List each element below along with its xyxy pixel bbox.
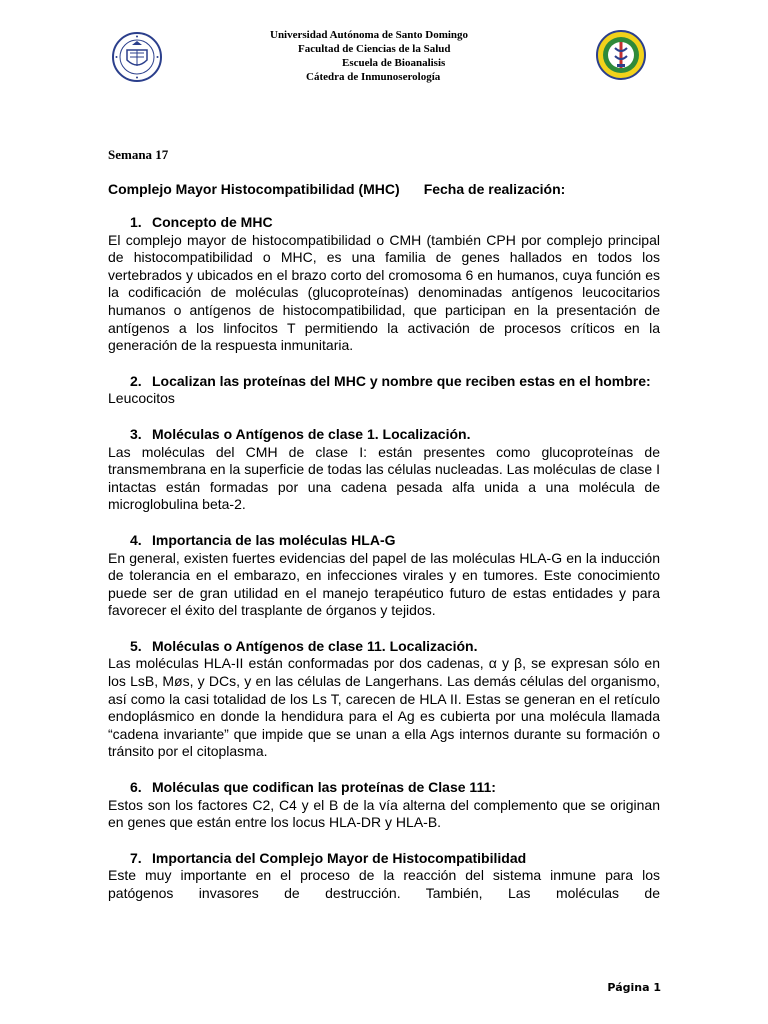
- section-heading: 3. Moléculas o Antígenos de clase 1. Localización.: [130, 425, 471, 442]
- section-5: [108, 638, 660, 761]
- section-2: [108, 373, 660, 408]
- document-content: [108, 214, 660, 921]
- section-heading: 6. Moléculas que codifican las proteínas de Clase 111:: [130, 779, 496, 796]
- header-faculty: Facultad de Ciencias de la Salud: [298, 43, 451, 55]
- page-number: Página 1: [607, 981, 661, 994]
- week-label: Semana 17: [108, 147, 169, 162]
- section-body: El complejo mayor de histocompatibilidad o CMH (también CPH por complejo principal de histocompatibilidad o MHC, es una familia de genes hallados en todos los vertebrados y ubicados en el brazo corto del cromosoma 6 en humanos, cuya función es la codificación de moléculas (glucoproteínas) denominadas antígenos leucocitarios humanos o antígenos de histocompatibilidad, que participan en la presentación de antígenos a los linfocitos T permitiendo la activación de procesos críticos en la generación de la respuesta inmunitaria.: [108, 231, 660, 354]
- header-university: Universidad Autónoma de Santo Domingo: [270, 29, 469, 41]
- document-title: Complejo Mayor Histocompatibilidad (MHC): [108, 181, 400, 197]
- document-title-row: [108, 181, 565, 197]
- header-school: Escuela de Bioanalisis: [342, 57, 446, 69]
- section-body: Este muy importante en el proceso de la reacción del sistema inmune para los patógenos invasores de destrucción. También, Las moléculas de: [108, 867, 660, 901]
- section-heading: 4. Importancia de las moléculas HLA-G: [130, 531, 396, 548]
- section-body: Las moléculas HLA-II están conformadas por dos cadenas, α y β, se expresan sólo en los LsB, Møs, y DCs, y en las células de Langerhans. Las demás células del organismo, así como la casi totalidad de los Ls T, carecen de HLA II. Estas se generan en el retículo endoplásmico en donde la hendidura para el Ag es cubierta por una molécula llamada “cadena invariante” que impide que se unan a ella Ags internos durante su formación o tránsito por el citoplasma.: [108, 655, 660, 760]
- section-heading: 7. Importancia del Complejo Mayor de Histocompatibilidad: [130, 849, 527, 866]
- university-seal-logo: [112, 32, 162, 82]
- section-heading: 2. Localizan las proteínas del MHC y nombre que reciben estas en el hombre:: [130, 372, 651, 389]
- school-emblem-logo: [596, 30, 646, 80]
- section-heading: 5. Moléculas o Antígenos de clase 11. Localización.: [130, 637, 478, 654]
- section-6: [108, 779, 660, 832]
- section-body: En general, existen fuertes evidencias del papel de las moléculas HLA-G en la inducción de tolerancia en el embarazo, en infecciones virales y en tumores. Este conocimiento puede ser de gran utilidad en el manejo terapéutico futuro de estas entidades y para favorecer el éxito del trasplante de órganos y tejidos.: [108, 549, 660, 619]
- section-body: Las moléculas del CMH de clase I: están presentes como glucoproteínas de transmembrana en la superficie de todas las células nucleadas. Las moléculas de clase I intactas están formadas por una cadena pesada alfa unida a una molécula de microglobulina beta-2.: [108, 443, 660, 513]
- section-4: [108, 532, 660, 620]
- section-3: [108, 426, 660, 514]
- section-heading: 1. Concepto de MHC: [130, 214, 273, 230]
- section-1: [108, 214, 660, 355]
- date-label: Fecha de realización:: [423, 181, 566, 197]
- header-chair: Cátedra de Inmunoserología: [306, 71, 441, 83]
- section-7: [108, 850, 660, 903]
- section-body: Leucocitos: [108, 390, 175, 407]
- section-body: Estos son los factores C2, C4 y el B de la vía alterna del complemento que se originan en genes que están entre los locus HLA-DR y HLA-B.: [108, 796, 660, 831]
